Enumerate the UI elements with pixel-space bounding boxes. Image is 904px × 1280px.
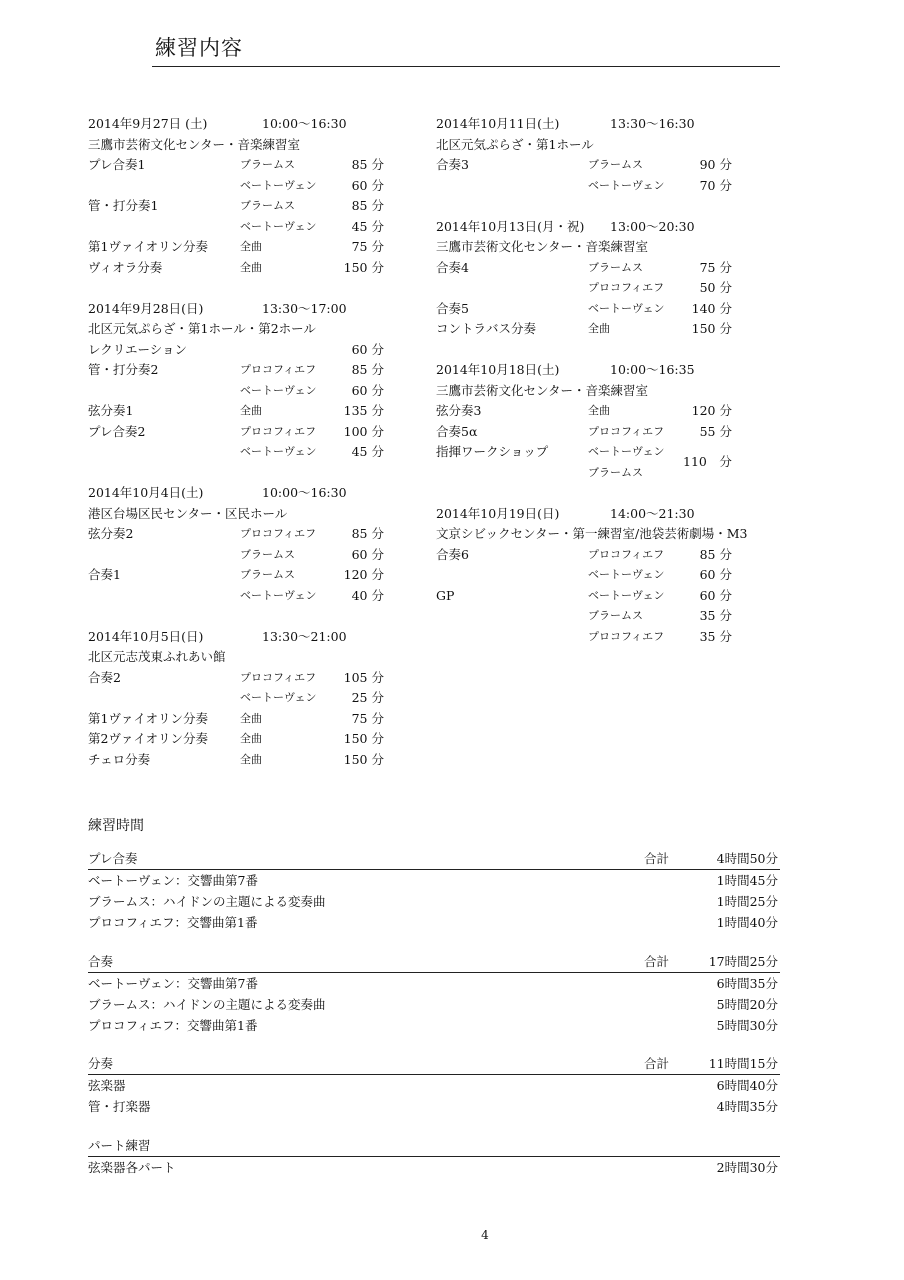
schedule-row (88, 750, 428, 771)
duration: 25 分 (351, 690, 384, 705)
summary-item-value: 1時間40分 (716, 915, 778, 930)
schedule-row (436, 627, 776, 648)
duration: 100 分 (343, 423, 384, 439)
piece-name: ベートーヴェン (240, 219, 317, 233)
session-date: 2014年10月5日(日) (88, 628, 204, 644)
summary-row (88, 1157, 780, 1178)
schedule-row (88, 258, 428, 279)
rehearsal-label: 第2ヴァイオリン分奏 (88, 731, 208, 746)
schedule-row (88, 340, 428, 361)
title-rule (152, 66, 780, 67)
schedule-right-column (436, 114, 776, 668)
duration: 150 分 (343, 259, 384, 275)
duration: 35 分 (699, 628, 732, 644)
summary-heading: 練習時間 (88, 818, 144, 834)
duration: 85 分 (699, 546, 732, 562)
rehearsal-label: プレ合奏1 (88, 157, 146, 172)
summary-item-value: 1時間25分 (716, 894, 778, 909)
duration: 85 分 (351, 198, 384, 213)
summary-item-value: 4時間35分 (716, 1099, 778, 1114)
summary-item-value: 2時間30分 (716, 1160, 778, 1175)
page-number: 4 (481, 1228, 489, 1242)
piece-name: ベートーヴェン (240, 178, 317, 192)
session-date: 2014年10月4日(土) (88, 485, 204, 500)
summary-row (88, 891, 780, 912)
schedule-row (88, 545, 428, 566)
duration: 70 分 (699, 177, 732, 193)
summary-item-label: ブラームス：ハイドンの主題による変奏曲 (88, 997, 326, 1012)
duration: 85 分 (351, 526, 384, 541)
session-place: 三鷹市芸術文化センター・音楽練習室 (88, 136, 301, 152)
summary-row (88, 994, 780, 1015)
rehearsal-label: チェロ分奏 (88, 751, 151, 767)
schedule-row (436, 401, 776, 422)
schedule-row (88, 196, 428, 217)
piece-name: ベートーヴェン (588, 301, 665, 315)
total-label: 合計 (644, 954, 670, 969)
schedule-row (88, 524, 428, 545)
piece-name: ベートーヴェン (240, 588, 317, 602)
schedule-row (88, 586, 428, 607)
schedule-row (88, 565, 428, 586)
total-value: 11時間15分 (708, 1056, 778, 1071)
session-header (88, 627, 428, 648)
schedule-row (436, 422, 776, 443)
session-block (436, 114, 776, 196)
duration: 85 分 (351, 362, 384, 377)
schedule-row (88, 729, 428, 750)
summary-header (88, 1135, 780, 1157)
duration: 75 分 (351, 710, 384, 726)
piece-name: 全曲 (240, 260, 262, 274)
session-place-line (88, 319, 428, 340)
duration: 55 分 (699, 423, 732, 439)
session-place: 三鷹市芸術文化センター・音楽練習室 (436, 239, 649, 254)
schedule-row (88, 401, 428, 422)
piece-name: 全曲 (588, 322, 610, 335)
piece-name: ベートーヴェン (240, 691, 317, 704)
duration: 150 分 (343, 751, 384, 767)
piece-name: プロコフィエフ (240, 527, 317, 540)
summary-item-value: 6時間40分 (716, 1078, 778, 1093)
total-value: 4時間50分 (716, 851, 778, 866)
session-time: 10:00～16:30 (262, 116, 347, 131)
rehearsal-label: 合奏4 (436, 259, 469, 275)
schedule-row (436, 606, 776, 627)
rehearsal-label: レクリエーション (88, 341, 188, 357)
rehearsal-label: 弦分奏3 (436, 403, 482, 418)
schedule-row (88, 668, 428, 689)
session-date: 2014年10月11日(土) (436, 116, 560, 131)
piece-name: ブラームス (588, 158, 643, 171)
summary-item-label: ブラームス：ハイドンの主題による変奏曲 (88, 894, 326, 909)
duration: 45 分 (351, 444, 384, 459)
summary-block-pre-ensemble (88, 848, 780, 933)
piece-name: ブラームス (588, 609, 643, 622)
summary-item-value: 5時間20分 (716, 997, 778, 1012)
rehearsal-label: 合奏3 (436, 157, 469, 172)
piece-name: ブラームス (240, 568, 295, 581)
schedule-row (88, 217, 428, 238)
summary-block-part-practice (88, 1135, 780, 1178)
duration: 60 分 (351, 546, 384, 562)
session-block (436, 217, 776, 340)
schedule-row (436, 545, 776, 566)
session-time: 13:30～17:00 (262, 300, 347, 316)
summary-item-value: 6時間35分 (716, 976, 778, 991)
session-place-line (436, 524, 776, 545)
summary-row (88, 1096, 780, 1117)
schedule-row (88, 176, 428, 197)
duration: 120 分 (343, 567, 384, 582)
session-place: 北区元志茂東ふれあい館 (88, 649, 226, 664)
duration: 150 分 (691, 321, 732, 336)
schedule-row (436, 155, 776, 176)
schedule-left-column (88, 114, 428, 791)
session-block (88, 114, 428, 278)
piece-name: 全曲 (240, 711, 262, 725)
session-block (436, 360, 776, 483)
piece-name: プロコフィエフ (240, 670, 317, 684)
piece-name: 全曲 (240, 240, 262, 253)
piece-name: ベートーヴェン (588, 178, 665, 192)
schedule-row (436, 565, 776, 586)
session-place: 港区台場区民センター・区民ホール (88, 505, 288, 521)
rehearsal-label: 合奏5α (436, 423, 478, 439)
piece-name: 全曲 (240, 732, 262, 745)
session-time: 13:30～21:00 (262, 628, 347, 644)
duration: 85 分 (351, 157, 384, 172)
duration: 60 分 (351, 177, 384, 193)
schedule-row (88, 360, 428, 381)
duration: 75 分 (351, 239, 384, 254)
summary-item-value: 5時間30分 (716, 1018, 778, 1033)
summary-item-label: 弦楽器各パート (88, 1160, 176, 1175)
total-label: 合計 (644, 1056, 670, 1071)
piece-name: ブラームス (240, 158, 295, 171)
duration: 45 分 (351, 218, 384, 234)
piece-name: 全曲 (240, 404, 262, 417)
rehearsal-label: 第1ヴァイオリン分奏 (88, 710, 208, 726)
total-value: 17時間25分 (708, 954, 778, 969)
rehearsal-label: コントラバス分奏 (436, 321, 537, 336)
session-date: 2014年9月28日(日) (88, 300, 204, 316)
schedule-row (88, 709, 428, 730)
session-block (88, 299, 428, 463)
session-header (88, 483, 428, 504)
session-header (88, 299, 428, 320)
session-place: 三鷹市芸術文化センター・音楽練習室 (436, 382, 649, 398)
summary-item-label: ベートーヴェン：交響曲第7番 (88, 976, 258, 991)
piece-name: プロコフィエフ (588, 547, 665, 561)
session-block (436, 504, 776, 648)
rehearsal-label: 合奏1 (88, 567, 121, 582)
summary-item-value: 1時間45分 (716, 873, 778, 888)
schedule-row (436, 299, 776, 320)
duration: 60 分 (699, 587, 732, 603)
duration: 135 分 (343, 403, 384, 418)
duration: 105 分 (343, 669, 384, 685)
session-block (88, 627, 428, 771)
session-place: 文京シビックセンター・第一練習室/池袋芸術劇場・M3 (436, 526, 748, 541)
piece-name: ベートーヴェン (240, 383, 317, 397)
summary-item-label: 弦楽器 (88, 1078, 126, 1093)
piece-name: ブラームス (240, 199, 295, 212)
duration: 120 分 (691, 403, 732, 418)
category-name: パート練習 (88, 1138, 151, 1153)
session-header (436, 114, 776, 135)
summary-row (88, 870, 780, 891)
schedule-row (88, 237, 428, 258)
duration: 40 分 (351, 587, 384, 603)
schedule-row (88, 688, 428, 709)
piece-name: ベートーヴェン (588, 445, 665, 458)
session-date: 2014年10月19日(日) (436, 505, 560, 521)
schedule-row (436, 258, 776, 279)
session-place: 北区元気ぷらざ・第1ホール (436, 136, 594, 152)
piece-name: プロコフィエフ (240, 424, 317, 438)
session-time: 13:00～20:30 (610, 218, 695, 234)
schedule-row (436, 176, 776, 197)
session-header (88, 114, 428, 135)
summary-item-label: プロコフィエフ：交響曲第1番 (88, 1018, 258, 1033)
summary-header (88, 848, 780, 870)
category-name: 合奏 (88, 954, 114, 969)
session-date: 2014年10月18日(土) (436, 362, 560, 377)
duration: 150 分 (343, 731, 384, 746)
summary-item-label: 管・打楽器 (88, 1099, 151, 1114)
session-place-line (88, 135, 428, 156)
summary-row (88, 1015, 780, 1036)
schedule-row (88, 155, 428, 176)
total-label: 合計 (644, 851, 670, 866)
session-place-line (436, 381, 776, 402)
piece-name: プロコフィエフ (240, 363, 317, 376)
session-header (436, 504, 776, 525)
rehearsal-label: 第1ヴァイオリン分奏 (88, 239, 208, 254)
session-header (436, 217, 776, 238)
piece-name: ベートーヴェン (240, 445, 317, 458)
summary-item-label: プロコフィエフ：交響曲第1番 (88, 915, 258, 930)
session-time: 10:00～16:30 (262, 485, 347, 500)
rehearsal-label: 弦分奏1 (88, 403, 134, 418)
rehearsal-label: 合奏5 (436, 300, 469, 316)
session-date: 2014年10月13日(月・祝) (436, 218, 585, 234)
piece-name: 全曲 (588, 404, 610, 417)
piece-name: プロコフィエフ (588, 629, 665, 643)
schedule-row (436, 319, 776, 340)
duration: 60 分 (699, 567, 732, 582)
schedule-row (88, 422, 428, 443)
summary-item-label: ベートーヴェン：交響曲第7番 (88, 873, 258, 888)
rehearsal-label: ヴィオラ分奏 (88, 259, 163, 275)
piece-name: ブラームス (588, 465, 643, 479)
rehearsal-label: 合奏6 (436, 546, 469, 562)
summary-row (88, 1075, 780, 1096)
summary-header (88, 1053, 780, 1075)
rehearsal-label: 指揮ワークショップ (436, 444, 549, 459)
piece-name: ブラームス (240, 547, 295, 561)
page-title: 練習内容 (155, 36, 243, 60)
schedule-row (436, 278, 776, 299)
category-name: プレ合奏 (88, 851, 138, 866)
duration: 60 分 (351, 382, 384, 398)
piece-name: ブラームス (588, 260, 643, 274)
duration: 50 分 (699, 280, 732, 295)
summary-header (88, 951, 780, 973)
session-place-line (88, 504, 428, 525)
rehearsal-label: 管・打分奏1 (88, 198, 159, 213)
session-date: 2014年9月27日 (土) (88, 116, 208, 131)
duration: 90 分 (699, 157, 732, 172)
category-name: 分奏 (88, 1056, 114, 1071)
schedule-row (88, 381, 428, 402)
session-place-line (88, 647, 428, 668)
summary-row (88, 912, 780, 933)
session-time: 14:00～21:30 (610, 505, 695, 521)
summary-block-ensemble (88, 951, 780, 1036)
piece-name: ベートーヴェン (588, 568, 665, 581)
rehearsal-label: 弦分奏2 (88, 526, 134, 541)
rehearsal-label: プレ合奏2 (88, 423, 146, 439)
duration: 75 分 (699, 259, 732, 275)
piece-name: プロコフィエフ (588, 424, 665, 438)
summary-row (88, 973, 780, 994)
rehearsal-label: 管・打分奏2 (88, 362, 159, 377)
merged-duration: 110 分 (683, 454, 732, 469)
piece-name: ベートーヴェン (588, 588, 665, 602)
schedule-row (88, 442, 428, 463)
rehearsal-label: GP (436, 587, 455, 603)
duration: 60 分 (351, 341, 384, 357)
session-place-line (436, 237, 776, 258)
session-place-line (436, 135, 776, 156)
session-block (88, 483, 428, 606)
piece-name: 全曲 (240, 752, 262, 766)
schedule-row (436, 586, 776, 607)
session-header (436, 360, 776, 381)
rehearsal-label: 合奏2 (88, 669, 121, 685)
duration: 35 分 (699, 608, 732, 623)
duration: 140 分 (691, 300, 732, 316)
session-time: 13:30～16:30 (610, 116, 695, 131)
summary-block-sectional (88, 1053, 780, 1117)
session-time: 10:00～16:35 (610, 362, 695, 377)
session-place: 北区元気ぷらざ・第1ホール・第2ホール (88, 321, 316, 336)
piece-name: プロコフィエフ (588, 281, 665, 294)
